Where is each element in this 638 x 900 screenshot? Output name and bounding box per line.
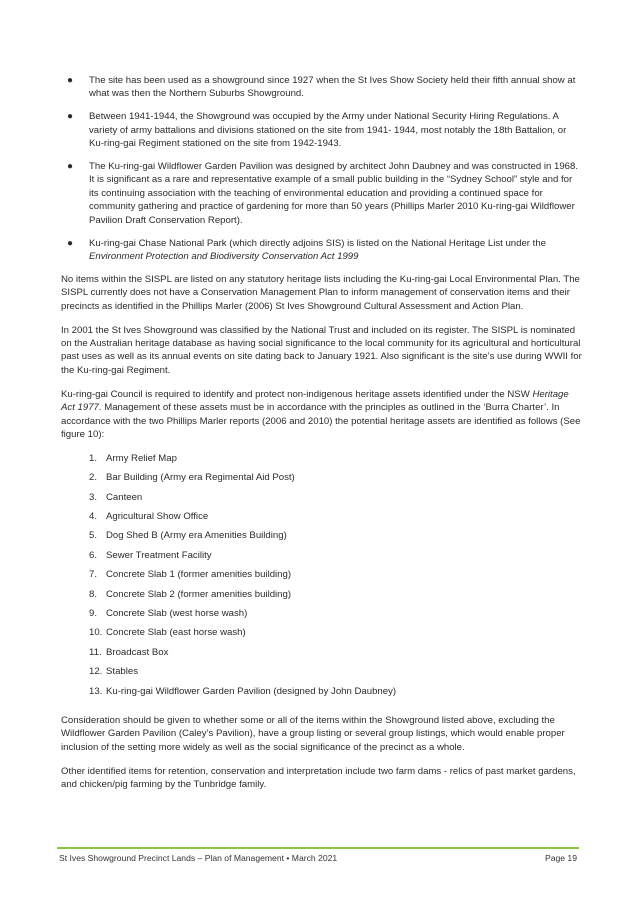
list-item-number: 4. xyxy=(89,511,98,523)
footer-title: St Ives Showground Precinct Lands – Plan of Management • March 2021 xyxy=(59,853,338,863)
bullet-text: The site has been used as a showground since 1927 when the St Ives Show Society held their fifth annual show at what was then the Northern Suburbs Showground. xyxy=(89,75,576,100)
bullet-icon: ● xyxy=(67,161,74,173)
bullet-text: Ku-ring-gai Chase National Park (which directly adjoins SIS) is listed on the National Heritage List under the xyxy=(89,237,546,249)
bullet-icon: ● xyxy=(67,111,74,123)
list-item-number: 8. xyxy=(89,588,98,600)
list-item xyxy=(61,549,583,568)
list-item xyxy=(61,529,583,548)
history-bullet-list xyxy=(61,74,583,263)
list-item-label: Canteen xyxy=(106,491,143,503)
list-item-label: Concrete Slab 1 (former amenities building) xyxy=(106,569,292,581)
page-number: Page 19 xyxy=(544,853,577,863)
paragraph-national-trust: In 2001 the St Ives Showground was classified by the National Trust and included on its register. The SISPL is nominated on the Australian heritage database as having social significance to the local community for its agricultural and horticultural past uses as well as its annual events on site dating back to January 1921. Also significant is the site’s use during WWII for the Ku-ring-gai Regiment. xyxy=(61,324,582,376)
list-item-number: 7. xyxy=(89,569,98,581)
list-item-number: 13. xyxy=(89,685,103,697)
paragraph-group-listing: Consideration should be given to whether some or all of the items within the Showground listed above, excluding the Wildflower Garden Pavilion (Caley’s Pavilion), have a group listing or several group listings, which would enable proper inclusion of the setting more widely as well as the social significance of the precinct as a whole. xyxy=(61,714,565,753)
bullet-icon: ● xyxy=(67,237,74,249)
list-item xyxy=(61,588,583,607)
list-item-number: 10. xyxy=(89,627,103,639)
paragraph-council-heritage-b: . Management of these assets must be in accordance with the principles as outlined in the ‘Burra Charter’. In accordance with the two Phillips Marler reports (2006 and 2010) the potential heritage assets are identified as follows (See figure 10): xyxy=(61,402,581,440)
paragraph-statutory-lists: No items within the SISPL are listed on any statutory heritage lists including the Ku-ring-gai Local Environmental Plan. The SISPL currently does not have a Conservation Management Plan to inform management of conservation items and their precincts as identified in the Phillips Marler (2006) St Ives Showground Cultural Assessment and Action Plan. xyxy=(61,273,580,312)
list-item-label: Dog Shed B (Army era Amenities Building) xyxy=(106,530,287,542)
list-item-label: Agricultural Show Office xyxy=(106,511,209,523)
list-item-label: Bar Building (Army era Regimental Aid Post) xyxy=(106,472,295,484)
paragraph-other-items: Other identified items for retention, conservation and interpretation include two farm dams - relics of past market gardens, and chicken/pig farming by the Tunbridge family. xyxy=(61,765,576,791)
list-item xyxy=(61,646,583,665)
list-item-number: 11. xyxy=(89,646,102,658)
list-item xyxy=(61,665,583,684)
page-content xyxy=(61,74,583,802)
list-item xyxy=(61,607,583,626)
footer-rule xyxy=(57,847,579,849)
list-item xyxy=(61,510,583,529)
bullet-icon: ● xyxy=(67,75,74,86)
list-item-number: 5. xyxy=(89,530,98,542)
list-item-number: 6. xyxy=(89,549,98,561)
list-item-number: 12. xyxy=(89,666,103,678)
list-item xyxy=(61,452,583,471)
bullet-item xyxy=(61,237,583,264)
bullet-item xyxy=(61,74,583,101)
list-item xyxy=(61,491,583,510)
list-item-label: Ku-ring-gai Wildflower Garden Pavilion (designed by John Daubney) xyxy=(106,685,397,697)
list-item xyxy=(61,626,583,645)
paragraph-council-heritage xyxy=(61,388,583,442)
heritage-asset-list xyxy=(61,452,583,704)
act-title: Environment Protection and Biodiversity Conservation Act 1999 xyxy=(89,250,359,262)
bullet-item xyxy=(61,110,583,150)
list-item-number: 1. xyxy=(89,452,98,464)
list-item-number: 3. xyxy=(89,491,98,503)
list-item xyxy=(61,685,583,704)
list-item-label: Army Relief Map xyxy=(106,452,177,464)
list-item-label: Sewer Treatment Facility xyxy=(106,549,212,561)
list-item xyxy=(61,471,583,490)
list-item-number: 2. xyxy=(89,472,98,484)
list-item-label: Concrete Slab (east horse wash) xyxy=(106,627,246,639)
heritage-act-title: Heritage Act 1977 xyxy=(61,388,569,414)
bullet-item xyxy=(61,160,583,227)
list-item xyxy=(61,568,583,587)
list-item-number: 9. xyxy=(89,607,98,619)
paragraph-council-heritage-a: Ku-ring-gai Council is required to identify and protect non-indigenous heritage assets identified under the NSW xyxy=(61,388,533,400)
page-footer xyxy=(59,853,577,863)
list-item-label: Broadcast Box xyxy=(106,646,169,658)
bullet-text: Between 1941-1944, the Showground was occupied by the Army under National Security Hiring Regulations. A variety of army battalions and divisions stationed on the site from 1941- 1944, most notably the 18th Battalion, or Ku-ring-gai Regiment stationed on the site from 1942-1943. xyxy=(89,111,567,150)
list-item-label: Concrete Slab (west horse wash) xyxy=(106,607,248,619)
list-item-label: Stables xyxy=(106,666,138,678)
bullet-text: The Ku-ring-gai Wildflower Garden Pavilion was designed by architect John Daubney and was constructed in 1968. It is significant as a rare and representative example of a small public building in the “Sydney School” style and for its continuing association with the teaching of environmental education and providing a continued space for community gathering and practice of gardening for more than 50 years (Phillips Marler 2010 Ku-ring-gai Wildflower Pavilion Draft Conservation Report). xyxy=(89,161,579,226)
list-item-label: Concrete Slab 2 (former amenities building) xyxy=(106,588,292,600)
